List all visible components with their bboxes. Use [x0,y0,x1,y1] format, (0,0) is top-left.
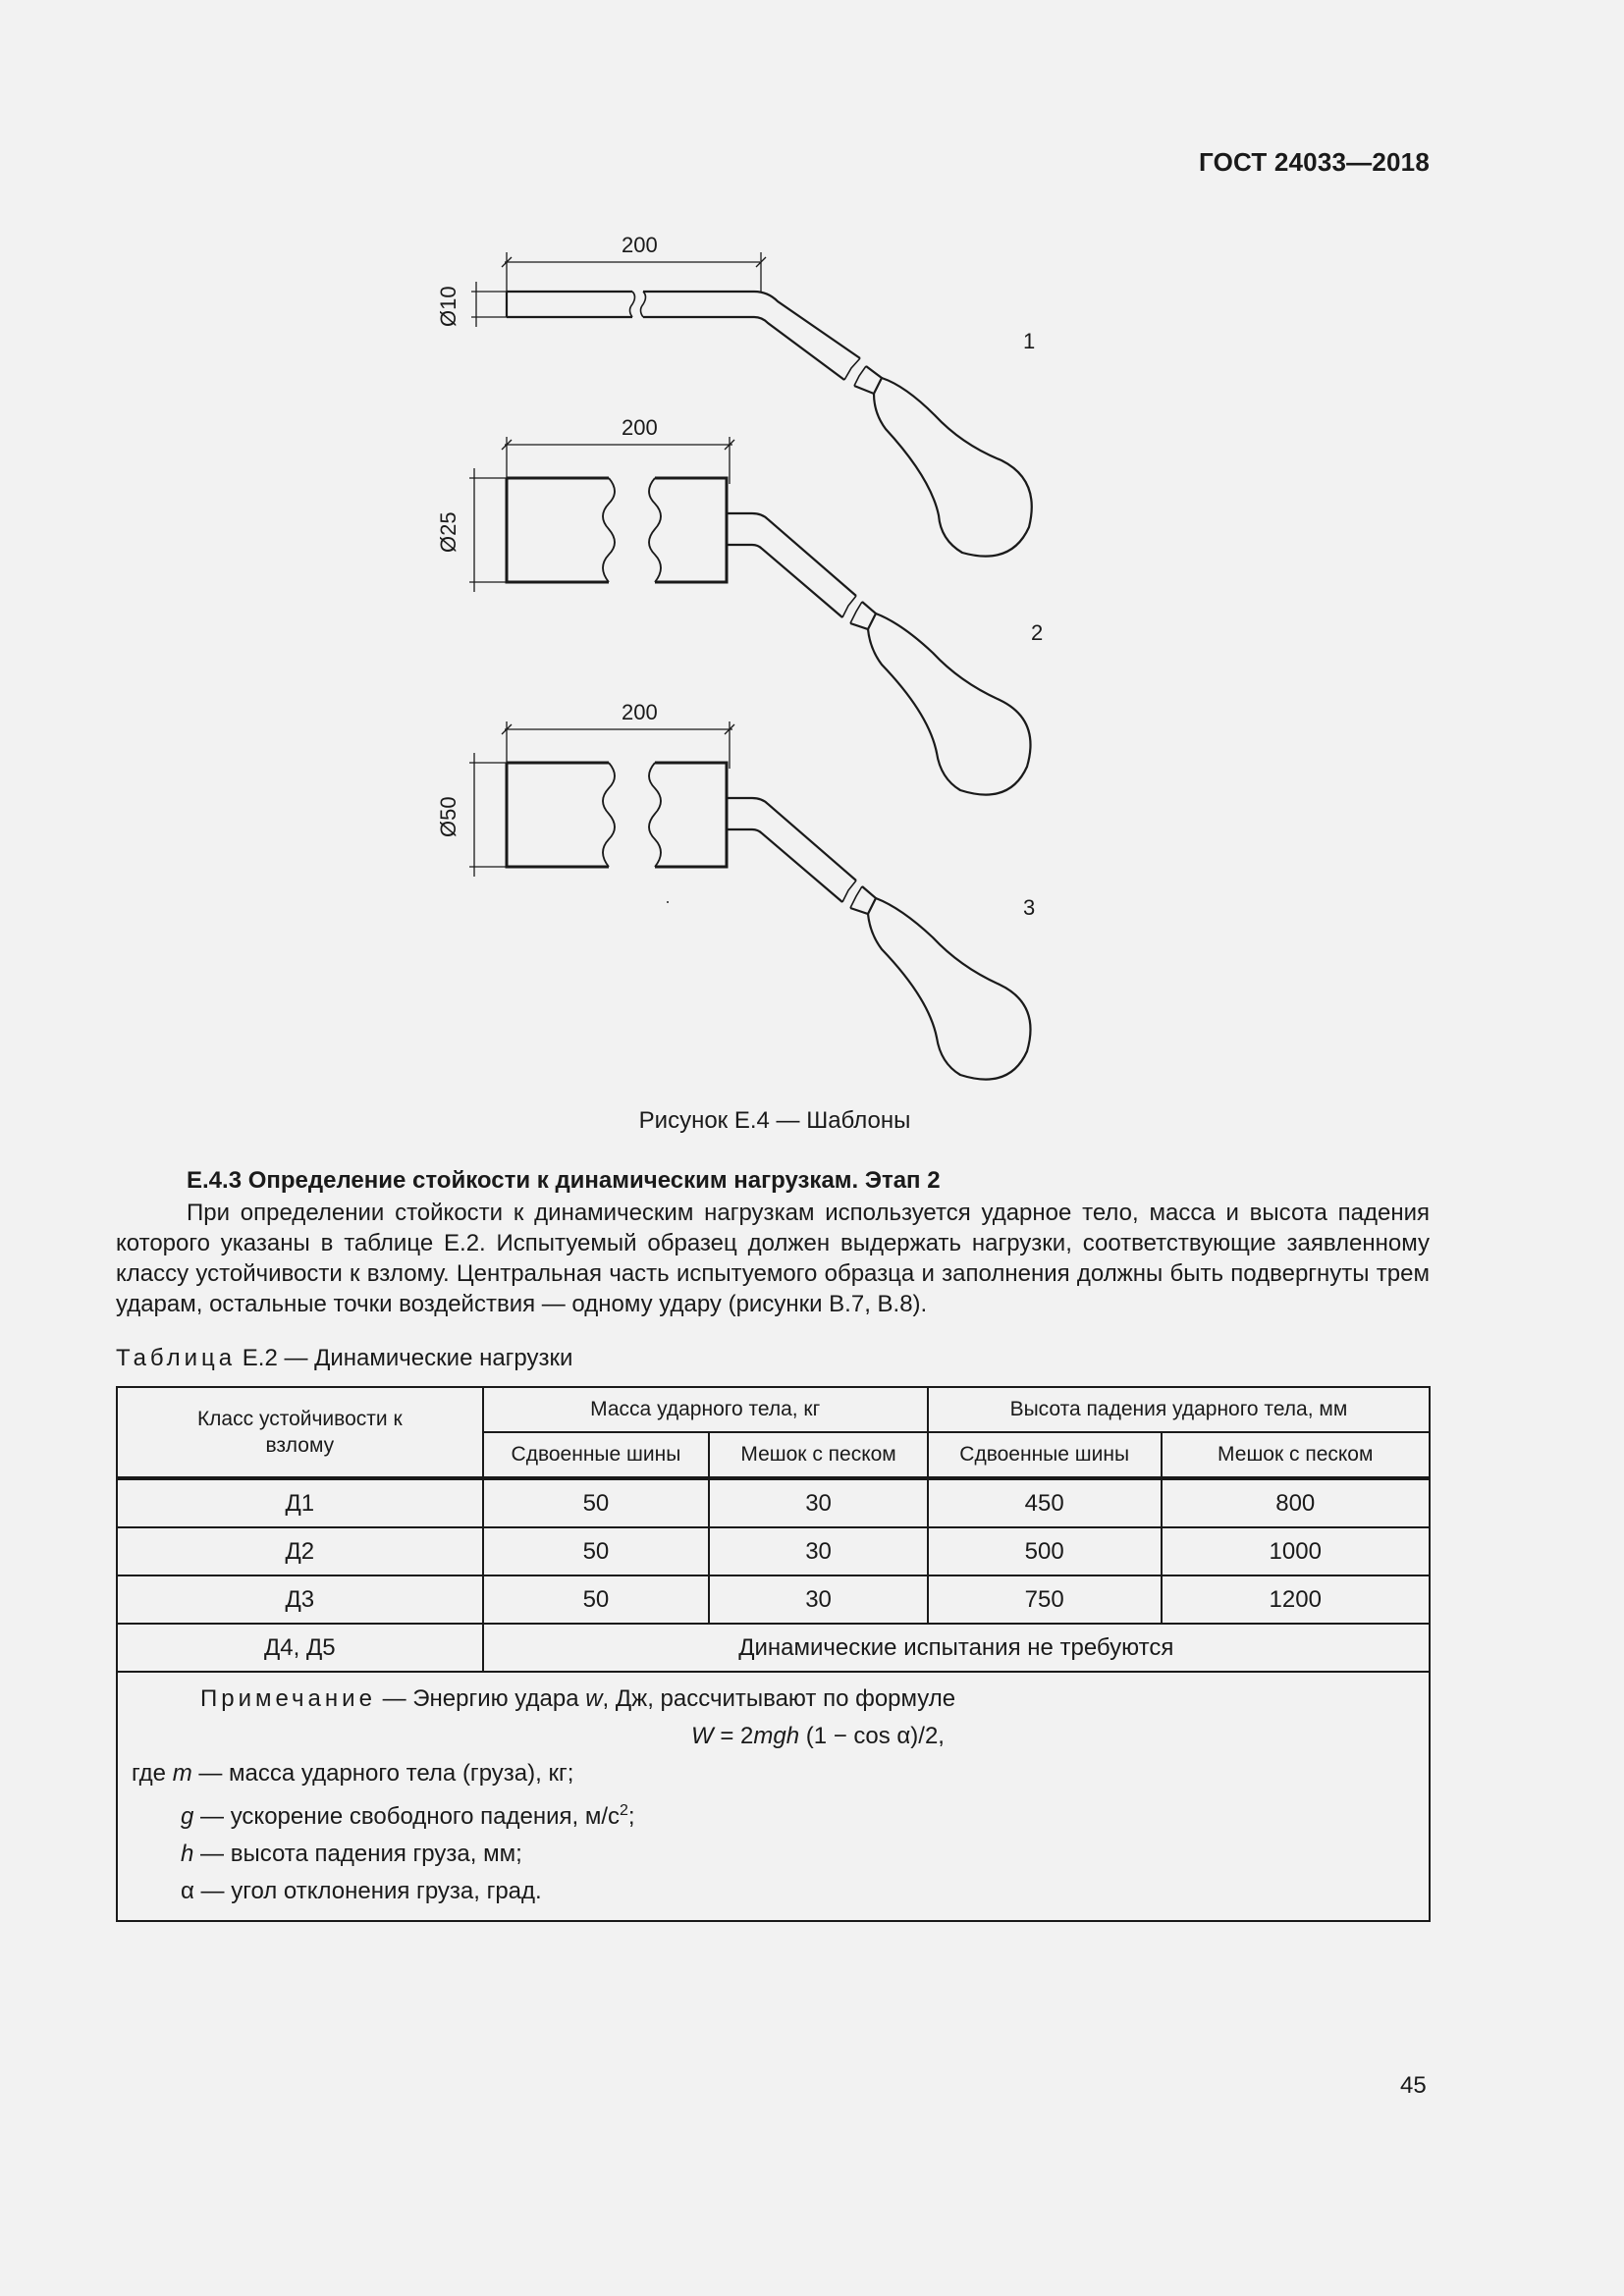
templates-figure [412,221,1100,1095]
figure-caption: Рисунок Е.4 — Шаблоны [638,1107,911,1134]
dynamic-loads-table [116,1386,1431,1922]
table-caption [116,1345,572,1372]
cell-class: Д3 [117,1575,483,1624]
cell-mass-sand: 30 [709,1478,928,1527]
template-2-drawing [469,437,1031,795]
section-title: Е.4.3 Определение стойкости к динамическим нагрузкам. Этап 2 [187,1167,941,1194]
table-row [117,1478,1430,1527]
header-height: Высота падения ударного тела, мм [928,1387,1430,1432]
template-1-drawing [471,252,1032,557]
item-number-3: 3 [1023,895,1036,920]
section-paragraph [116,1198,1430,1319]
document-code: ГОСТ 24033—2018 [1199,147,1430,177]
cell-height-sand: 1000 [1162,1527,1431,1575]
dim-length-3: 200 [622,700,658,724]
table-note [117,1672,1430,1921]
item-number-2: 2 [1031,620,1044,645]
note-formula: W = 2mgh (1 − cos α)/2, [691,1723,945,1749]
dia-label-2: Ø25 [436,511,460,553]
cell-mass-tires: 50 [483,1527,710,1575]
note-alpha-line: α — угол отклонения груза, град. [181,1878,542,1904]
table-row [117,1624,1430,1672]
header-mass: Масса ударного тела, кг [483,1387,928,1432]
note-g-line: g — ускорение свободного падения, $м/с^2$; [181,1802,635,1830]
cell-no-tests: Динамические испытания не требуются [483,1624,1430,1672]
note-h-line: h — высота падения груза, мм; [181,1841,522,1867]
note-m-line: где m — масса ударного тела (груза), кг; [132,1760,574,1787]
table-row [117,1575,1430,1624]
dim-length-1: 200 [622,233,658,257]
cell-height-tires: 450 [928,1478,1162,1527]
cell-mass-sand: 30 [709,1527,928,1575]
cell-class: Д1 [117,1478,483,1527]
table-caption-rest: Е.2 — Динамические нагрузки [236,1345,573,1371]
subheader-mass-sand: Мешок с песком [709,1432,928,1478]
dia-label-3: Ø50 [436,796,460,837]
subheader-mass-tires: Сдвоенные шины [483,1432,710,1478]
cell-class: Д2 [117,1527,483,1575]
header-class: Класс устойчивости к взлому [117,1387,483,1478]
note-intro-line: Примечание — Энергию удара w, Дж, рассчитывают по формуле [200,1685,956,1712]
cell-height-sand: 1200 [1162,1575,1431,1624]
subheader-height-tires: Сдвоенные шины [928,1432,1162,1478]
cell-class: Д4, Д5 [117,1624,483,1672]
cell-mass-tires: 50 [483,1575,710,1624]
cell-mass-tires: 50 [483,1478,710,1527]
subheader-height-sand: Мешок с песком [1162,1432,1431,1478]
table-row [117,1527,1430,1575]
stray-dot [667,901,669,903]
cell-height-tires: 500 [928,1527,1162,1575]
cell-mass-sand: 30 [709,1575,928,1624]
cell-height-tires: 750 [928,1575,1162,1624]
page-number: 45 [1400,2072,1427,2099]
dim-length-2: 200 [622,415,658,440]
cell-height-sand: 800 [1162,1478,1431,1527]
note-row [117,1672,1430,1921]
paragraph-text: При определении стойкости к динамическим нагрузкам используется ударное тело, масса и высота падения которого указаны в таблице Е.2. Испытуемый образец должен выдержать нагрузки, соответствующие заявленному классу устойчивости к взлому. Центральная часть испытуемого образца и заполнения должны быть подвергнуты трем ударам, остальные точки воздействия — одному удару (рисунки В.7, В.8). [116,1200,1430,1317]
item-number-1: 1 [1023,329,1036,353]
table-caption-word: Таблица [116,1345,237,1371]
template-3-drawing [469,721,1031,1080]
dia-label-1: Ø10 [436,286,460,327]
